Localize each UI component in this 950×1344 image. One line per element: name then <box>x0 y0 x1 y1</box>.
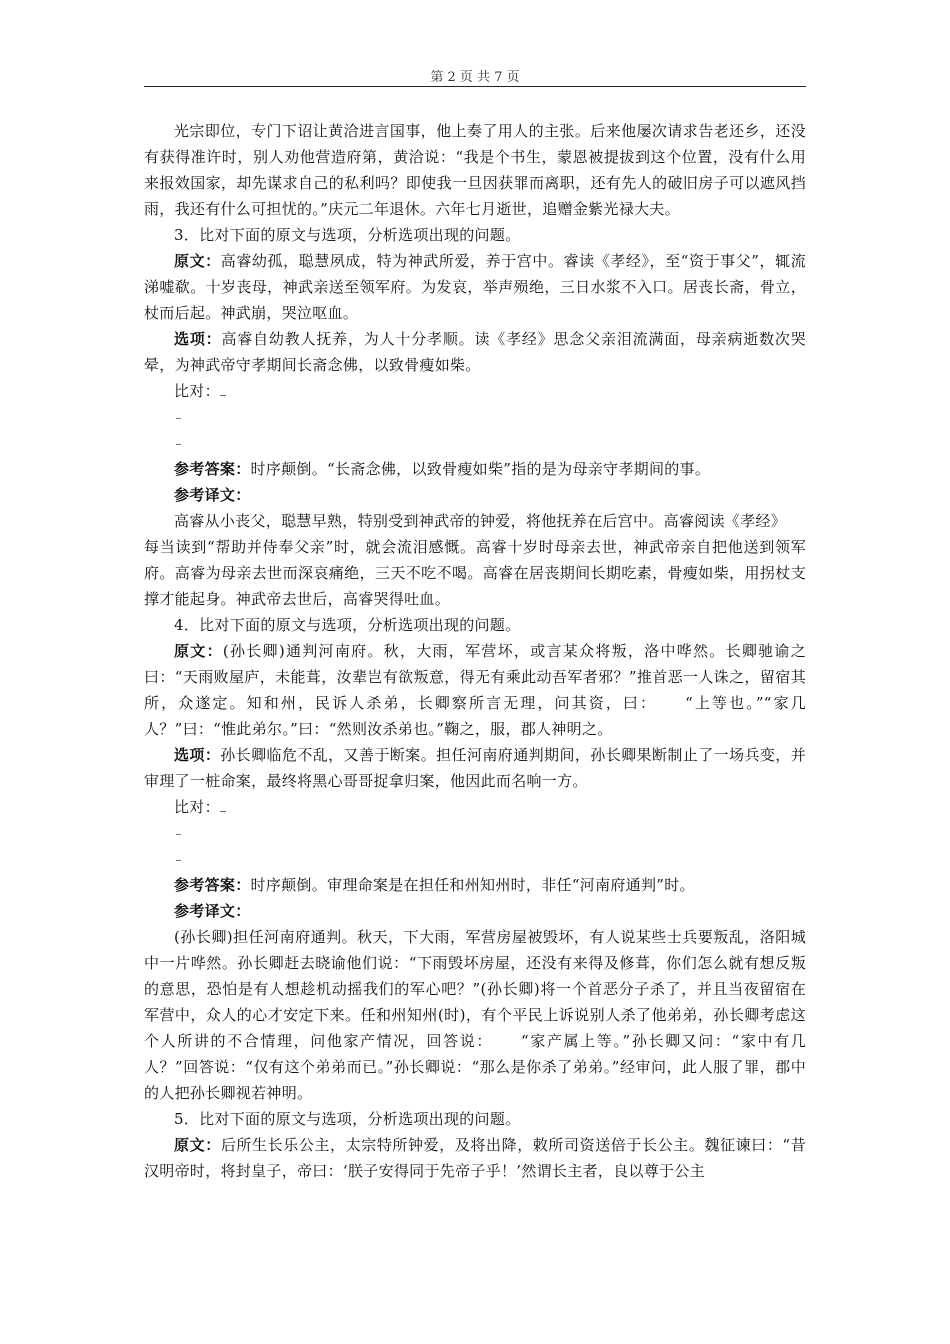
q3-answer-text: 时序颠倒。“长斋念佛，以致骨瘦如柴”指的是为母亲守孝期间的事。 <box>250 460 711 478</box>
page-header: 第 2 页 共 7 页 <box>430 70 520 85</box>
q3-original-text: 高睿幼孤，聪慧夙成，特为神武所爱，养于宫中。睿读《孝经》，至“资于事父”，辄流涕嘘欷。十岁丧母，神武亲送至领军府。为发哀，举声殒绝，三日水浆不入口。居丧长斋，骨立，杖而后起。神武崩，哭泣呕血。 <box>144 252 806 322</box>
q4-original <box>144 638 806 742</box>
q3-original <box>144 248 806 326</box>
q4-option-text: 孙长卿临危不乱，又善于断案。担任河南府通判期间，孙长卿果断制止了一场兵变，并审理了一桩命案，最终将黑心哥哥捉拿归案，他因此而名响一方。 <box>144 746 807 790</box>
q5-title: 5．比对下面的原文与选项，分析选项出现的问题。 <box>174 1110 521 1128</box>
q4-original-text-b: “上等也。”“家几人？”曰：“惟此弟尔。”曰：“然则汝杀弟也。”鞠之，服，郡人神明之。 <box>144 694 806 738</box>
header-rule <box>144 86 806 87</box>
q4-answer-text: 时序颠倒。审理命案是在担任和州知州时，非任“河南府通判”时。 <box>250 876 695 894</box>
q3-option <box>144 326 806 378</box>
q3-compare <box>144 378 806 404</box>
q3-translation-rest: 每当读到“帮助并侍奉父亲”时，就会流泪感慨。高睿十岁时母亲去世，神武帝亲自把他送到领军府。高睿为母亲去世而深哀痛绝，三天不吃不喝。高睿在居丧期间长期吃素，骨瘦如柴，用拐杖支撑才能起身。神武帝去世后，高睿哭得吐血。 <box>144 538 806 608</box>
q3-translation-label: 参考译文： <box>174 486 251 504</box>
q3-option-label: 选项： <box>174 330 222 348</box>
q4-compare-label: 比对： <box>174 798 220 816</box>
q3-answer <box>144 456 806 482</box>
q4-compare <box>144 794 806 820</box>
intro-paragraph: 光宗即位，专门下诏让黄洽进言国事，他上奏了用人的主张。后来他屡次请求告老还乡，还没有获得准许时，别人劝他营造府第，黄洽说：“我是个书生，蒙恩被提拔到这个位置，没有什么用来报效国家，却先谋求自己的私利吗？即使我一旦因获罪而离职，还有先人的破旧房子可以遮风挡雨，我还有什么可担忧的。”庆元二年退休。六年七月逝世，追赠金紫光禄大夫。 <box>144 122 806 218</box>
q5-original-text: 后所生长乐公主，太宗特所钟爱，及将出降，敕所司资送倍于长公主。魏征谏曰：“昔汉明帝时，将封皇子，帝曰：‘朕子安得同于先帝子乎！’然谓长主者，良以尊于公主 <box>144 1136 806 1180</box>
q3-option-text: 高睿自幼教人抚养，为人十分孝顺。读《孝经》思念父亲泪流满面，母亲病逝数次哭晕，为神武帝守孝期间长斋念佛，以致骨瘦如柴。 <box>144 330 806 374</box>
q4-translation-b: “家产属上等。”孙长卿又问：“家中有几人？”回答说：“仅有这个弟弟而已。”孙长卿说：“那么是你杀了弟弟。”经审问，此人服了罪，郡中的人把孙长卿视若神明。 <box>144 1032 806 1102</box>
q4-blank-line-1 <box>144 820 806 846</box>
q4-option-label: 选项： <box>174 746 221 764</box>
q3-answer-blank[interactable] <box>220 383 226 396</box>
q3-title: 3．比对下面的原文与选项，分析选项出现的问题。 <box>174 226 521 244</box>
q3-compare-label: 比对： <box>174 382 220 400</box>
q3-blank-line-2 <box>144 430 806 456</box>
q3-translation-line1: 高睿从小丧父，聪慧早熟，特别受到神武帝的钟爱，将他抚养在后宫中。高睿阅读《孝经》 <box>174 512 787 530</box>
q3-answer-label: 参考答案： <box>174 460 251 478</box>
q4-title: 4．比对下面的原文与选项，分析选项出现的问题。 <box>174 616 521 634</box>
q4-answer-label: 参考答案： <box>174 876 251 894</box>
q5-original-label: 原文： <box>174 1136 221 1154</box>
document-body <box>144 118 806 1184</box>
q4-answer-blank[interactable] <box>220 799 226 812</box>
q4-translation-a: (孙长卿)担任河南府通判。秋天，下大雨，军营房屋被毁坏，有人说某些士兵要叛乱，洛阳城中一片哗然。孙长卿赶去晓谕他们说：“下雨毁坏房屋，还没有来得及修葺，你们怎么就有想反叛的意思，恐怕是有人想趁机动摇我们的军心吧？”(孙长卿)将一个首恶分子杀了，并且当夜留宿在军营中，众人的心才安定下来。任和州知州(时)，有个平民上诉说别人杀了他弟弟，孙长卿考虑这个人所讲的不合情理，问他家产情况，回答说： <box>144 928 806 1050</box>
q4-blank-line-2 <box>144 846 806 872</box>
q4-original-label: 原文： <box>174 642 223 660</box>
q4-original-text-a: (孙长卿)通判河南府。秋，大雨，军营坏，或言某众将叛，洛中哗然。长卿驰谕之曰：“天雨败屋庐，未能葺，汝辈岂有欲叛意，得无有乘此动吾军者邪？”推首恶一人诛之，留宿其所，众遂定。知和州，民诉人杀弟，长卿察所言无理，问其资，曰： <box>144 642 807 712</box>
q4-option <box>144 742 806 794</box>
q4-translation-label: 参考译文： <box>174 902 251 920</box>
q4-translation <box>144 924 806 1106</box>
q3-original-label: 原文： <box>174 252 221 270</box>
q3-blank-line-1 <box>144 404 806 430</box>
q4-answer <box>144 872 806 898</box>
q5-original <box>144 1132 806 1184</box>
